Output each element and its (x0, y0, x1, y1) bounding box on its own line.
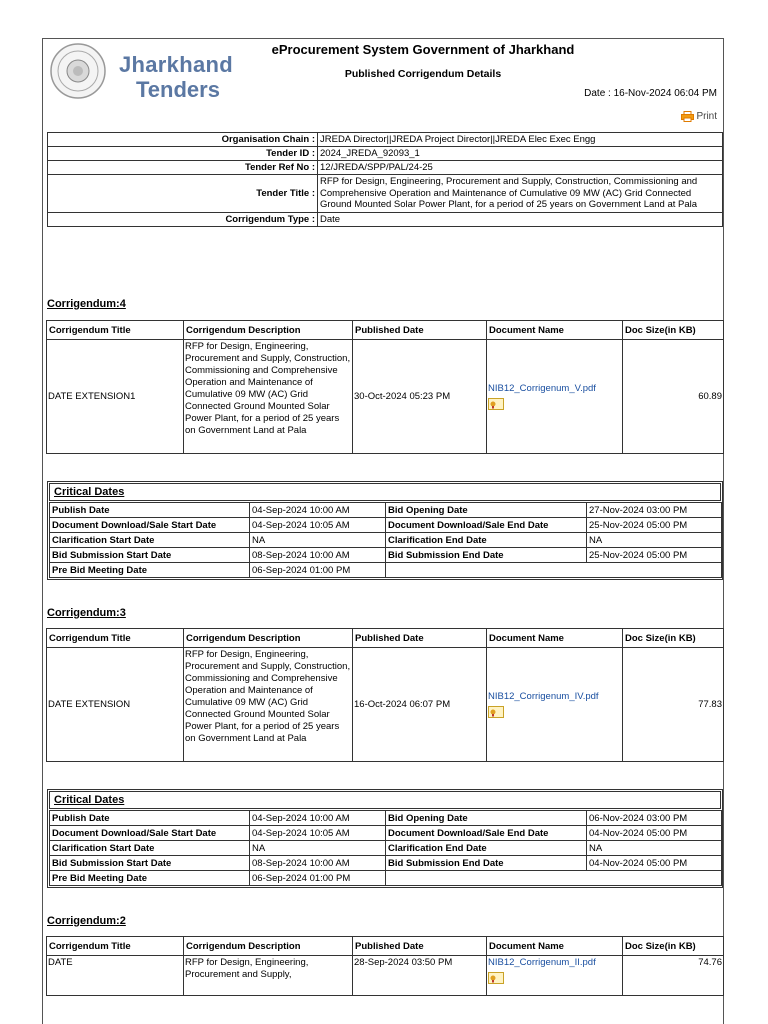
col-header: Corrigendum Description (184, 629, 353, 648)
table-header-row (47, 321, 724, 340)
crit-label: Pre Bid Meeting Date (50, 871, 250, 886)
corrigendum-title: DATE (47, 956, 184, 996)
crit-value: 25-Nov-2024 05:00 PM (587, 548, 722, 563)
crit-value: NA (250, 533, 386, 548)
tender-info-table (47, 132, 723, 227)
col-header: Corrigendum Description (184, 321, 353, 340)
brand-tenders: Tenders (136, 77, 220, 102)
corrigendum-4-table (46, 320, 724, 454)
crit-label: Document Download/Sale Start Date (50, 518, 250, 533)
info-row (48, 133, 723, 147)
crit-value: NA (587, 841, 722, 856)
crit-label: Clarification Start Date (50, 841, 250, 856)
info-row (48, 212, 723, 226)
col-header: Published Date (353, 321, 487, 340)
info-row (48, 161, 723, 175)
crit-label: Bid Submission End Date (386, 548, 587, 563)
crit-label: Bid Submission Start Date (50, 548, 250, 563)
table-row (50, 841, 722, 856)
table-header-row (47, 937, 724, 956)
corrigendum-3-table (46, 628, 724, 762)
document-cell (487, 648, 623, 762)
empty-cell (386, 563, 722, 578)
crit-value: 04-Sep-2024 10:00 AM (250, 503, 386, 518)
corrigendum-2-heading: Corrigendum:2 (47, 915, 126, 927)
table-row (47, 648, 724, 762)
crit-label: Document Download/Sale End Date (386, 518, 587, 533)
info-value: 2024_JREDA_92093_1 (318, 147, 723, 161)
crit-value: 06-Nov-2024 03:00 PM (587, 811, 722, 826)
crit-value: NA (250, 841, 386, 856)
crit-value: 04-Sep-2024 10:00 AM (250, 811, 386, 826)
table-row (50, 533, 722, 548)
crit-label: Document Download/Sale Start Date (50, 826, 250, 841)
critical-dates-table (49, 502, 722, 578)
col-header: Published Date (353, 937, 487, 956)
info-label: Tender ID : (48, 147, 318, 161)
print-button[interactable] (681, 111, 717, 122)
table-row (47, 340, 724, 454)
corrigendum-title: DATE EXTENSION (47, 648, 184, 762)
info-value: 12/JREDA/SPP/PAL/24-25 (318, 161, 723, 175)
crit-value: 08-Sep-2024 10:00 AM (250, 856, 386, 871)
col-header: Doc Size(in KB) (623, 629, 724, 648)
document-link[interactable]: NIB12_Corrigenum_II.pdf (488, 957, 596, 968)
info-row (48, 175, 723, 213)
info-label: Tender Title : (48, 175, 318, 213)
printer-icon (681, 111, 694, 122)
document-cell (487, 340, 623, 454)
col-header: Corrigendum Description (184, 937, 353, 956)
col-header: Corrigendum Title (47, 937, 184, 956)
print-label: Print (696, 111, 717, 122)
info-value: JREDA Director||JREDA Project Director||JREDA Elec Exec Engg (318, 133, 723, 147)
col-header: Document Name (487, 937, 623, 956)
corrigendum-description: RFP for Design, Engineering, Procurement and Supply, Construction, Commissioning and Comprehensive Operation and Maintenance of Cumulative 09 MW (AC) Grid Connected Ground Mounted Solar Power Plant, for a period of 25 years on Government Land at Pala (184, 648, 353, 762)
document-cell (487, 956, 623, 996)
certificate-icon[interactable] (488, 706, 504, 718)
doc-size: 60.89 (623, 340, 724, 454)
crit-value: 04-Sep-2024 10:05 AM (250, 518, 386, 533)
col-header: Corrigendum Title (47, 629, 184, 648)
crit-label: Clarification Start Date (50, 533, 250, 548)
crit-value: 06-Sep-2024 01:00 PM (250, 563, 386, 578)
info-label: Tender Ref No : (48, 161, 318, 175)
table-row (50, 811, 722, 826)
table-row (50, 826, 722, 841)
col-header: Document Name (487, 629, 623, 648)
info-row (48, 147, 723, 161)
corrigendum-description: RFP for Design, Engineering, Procurement and Supply, Construction, Commissioning and Comprehensive Operation and Maintenance of Cumulative 09 MW (AC) Grid Connected Ground Mounted Solar Power Plant, for a period of 25 years on Government Land at Pala (184, 340, 353, 454)
document-link[interactable]: NIB12_Corrigenum_IV.pdf (488, 691, 599, 702)
crit-label: Clarification End Date (386, 533, 587, 548)
crit-label: Publish Date (50, 503, 250, 518)
crit-label: Bid Submission End Date (386, 856, 587, 871)
crit-label: Bid Submission Start Date (50, 856, 250, 871)
col-header: Document Name (487, 321, 623, 340)
table-row (47, 956, 724, 996)
table-row (50, 518, 722, 533)
page-title: Published Corrigendum Details (344, 68, 502, 80)
corrigendum-description: RFP for Design, Engineering, Procurement and Supply, (184, 956, 353, 996)
crit-value: NA (587, 533, 722, 548)
col-header: Published Date (353, 629, 487, 648)
empty-cell (386, 871, 722, 886)
crit-value: 04-Sep-2024 10:05 AM (250, 826, 386, 841)
crit-value: 06-Sep-2024 01:00 PM (250, 871, 386, 886)
corrigendum-title: DATE EXTENSION1 (47, 340, 184, 454)
crit-label: Bid Opening Date (386, 503, 587, 518)
page-container (42, 38, 724, 1024)
brand-jharkhand: Jharkhand (119, 52, 233, 77)
document-link[interactable]: NIB12_Corrigenum_V.pdf (488, 383, 596, 394)
jharkhand-emblem-icon (46, 41, 114, 101)
certificate-icon[interactable] (488, 398, 504, 410)
critical-dates-3 (47, 789, 723, 888)
col-header: Doc Size(in KB) (623, 937, 724, 956)
critical-dates-title: Critical Dates (49, 791, 721, 809)
col-header: Doc Size(in KB) (623, 321, 724, 340)
crit-label: Clarification End Date (386, 841, 587, 856)
crit-value: 04-Nov-2024 05:00 PM (587, 826, 722, 841)
table-row (50, 503, 722, 518)
current-date: Date : 16-Nov-2024 06:04 PM (584, 88, 717, 99)
crit-value: 08-Sep-2024 10:00 AM (250, 548, 386, 563)
certificate-icon[interactable] (488, 972, 504, 984)
info-value: Date (318, 212, 723, 226)
system-title: eProcurement System Government of Jharkhand (271, 42, 575, 57)
corrigendum-4-heading: Corrigendum:4 (47, 298, 126, 310)
critical-dates-4 (47, 481, 723, 580)
table-row (50, 856, 722, 871)
corrigendum-2-table (46, 936, 724, 996)
table-row (50, 563, 722, 578)
info-label: Organisation Chain : (48, 133, 318, 147)
published-date: 16-Oct-2024 06:07 PM (353, 648, 487, 762)
published-date: 28-Sep-2024 03:50 PM (353, 956, 487, 996)
table-row (50, 548, 722, 563)
critical-dates-title: Critical Dates (49, 483, 721, 501)
info-label: Corrigendum Type : (48, 212, 318, 226)
table-header-row (47, 629, 724, 648)
crit-value: 25-Nov-2024 05:00 PM (587, 518, 722, 533)
doc-size: 77.83 (623, 648, 724, 762)
crit-label: Publish Date (50, 811, 250, 826)
col-header: Corrigendum Title (47, 321, 184, 340)
crit-label: Pre Bid Meeting Date (50, 563, 250, 578)
crit-value: 04-Nov-2024 05:00 PM (587, 856, 722, 871)
critical-dates-table (49, 810, 722, 886)
crit-label: Bid Opening Date (386, 811, 587, 826)
crit-label: Document Download/Sale End Date (386, 826, 587, 841)
header (43, 39, 723, 122)
table-row (50, 871, 722, 886)
doc-size: 74.76 (623, 956, 724, 996)
crit-value: 27-Nov-2024 03:00 PM (587, 503, 722, 518)
published-date: 30-Oct-2024 05:23 PM (353, 340, 487, 454)
info-value: RFP for Design, Engineering, Procurement and Supply, Construction, Commissioning and Comprehensive Operation and Maintenance of Cumulative 09 MW (AC) Grid Connected Ground Mounted Solar Power Plant, for a period of 25 years on Government Land at Pala (318, 175, 723, 213)
corrigendum-3-heading: Corrigendum:3 (47, 607, 126, 619)
